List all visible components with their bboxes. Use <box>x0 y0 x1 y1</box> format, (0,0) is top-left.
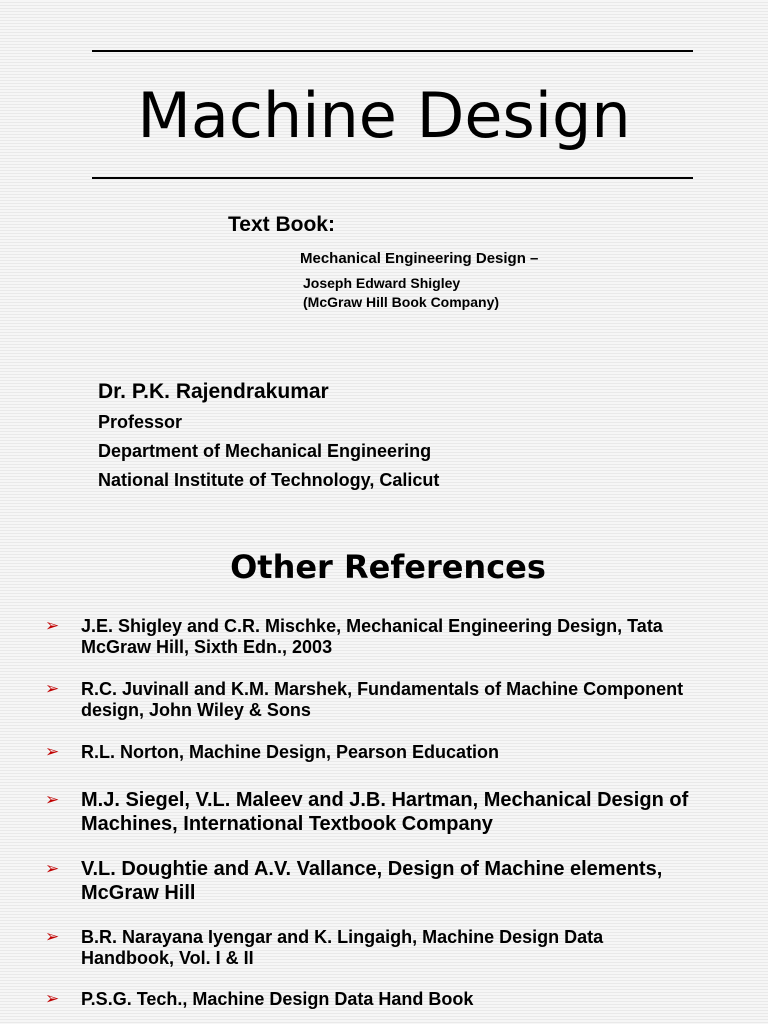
reference-item <box>45 679 750 721</box>
arrow-bullet-icon: ➢ <box>45 742 60 762</box>
arrow-bullet-icon: ➢ <box>45 616 60 636</box>
reference-line: M.J. Siegel, V.L. Maleev and J.B. Hartman, Mechanical Design of <box>81 789 689 811</box>
top-divider <box>92 50 693 52</box>
reference-line: V.L. Doughtie and A.V. Vallance, Design of Machine elements, <box>81 858 663 880</box>
reference-line: Handbook, Vol. I & II <box>81 948 254 968</box>
reference-line: R.C. Juvinall and K.M. Marshek, Fundamentals of Machine Component <box>81 679 684 699</box>
reference-line: Machines, International Textbook Company <box>81 813 493 835</box>
reference-line: J.E. Shigley and C.R. Mischke, Mechanical Engineering Design, Tata <box>81 616 663 636</box>
reference-item <box>45 989 750 1010</box>
reference-line: B.R. Narayana Iyengar and K. Lingaigh, Machine Design Data <box>81 927 604 947</box>
reference-line: design, John Wiley & Sons <box>81 700 311 720</box>
reference-line: McGraw Hill <box>81 882 196 904</box>
reference-item <box>45 927 750 969</box>
reference-item <box>45 742 750 763</box>
author-name: Dr. P.K. Rajendrakumar <box>98 380 329 403</box>
textbook-title: Mechanical Engineering Design – <box>300 250 539 267</box>
author-department: Department of Mechanical Engineering <box>98 441 432 461</box>
textbook-label: Text Book: <box>228 213 335 236</box>
reference-item <box>45 788 750 836</box>
arrow-bullet-icon: ➢ <box>45 989 60 1009</box>
arrow-bullet-icon: ➢ <box>45 859 60 879</box>
reference-line: P.S.G. Tech., Machine Design Data Hand Book <box>81 989 474 1009</box>
textbook-publisher: (McGraw Hill Book Company) <box>303 294 500 310</box>
reference-line: McGraw Hill, Sixth Edn., 2003 <box>81 637 333 657</box>
page-title: Machine Design <box>137 79 631 152</box>
textbook-author: Joseph Edward Shigley <box>303 275 461 291</box>
references-heading: Other References <box>230 548 546 586</box>
bottom-divider <box>92 177 693 179</box>
arrow-bullet-icon: ➢ <box>45 790 60 810</box>
reference-item <box>45 857 750 905</box>
author-institution: National Institute of Technology, Calicut <box>98 470 440 490</box>
arrow-bullet-icon: ➢ <box>45 927 60 947</box>
author-role: Professor <box>98 412 183 432</box>
reference-item <box>45 616 750 658</box>
reference-line: R.L. Norton, Machine Design, Pearson Education <box>81 742 500 762</box>
arrow-bullet-icon: ➢ <box>45 679 60 699</box>
